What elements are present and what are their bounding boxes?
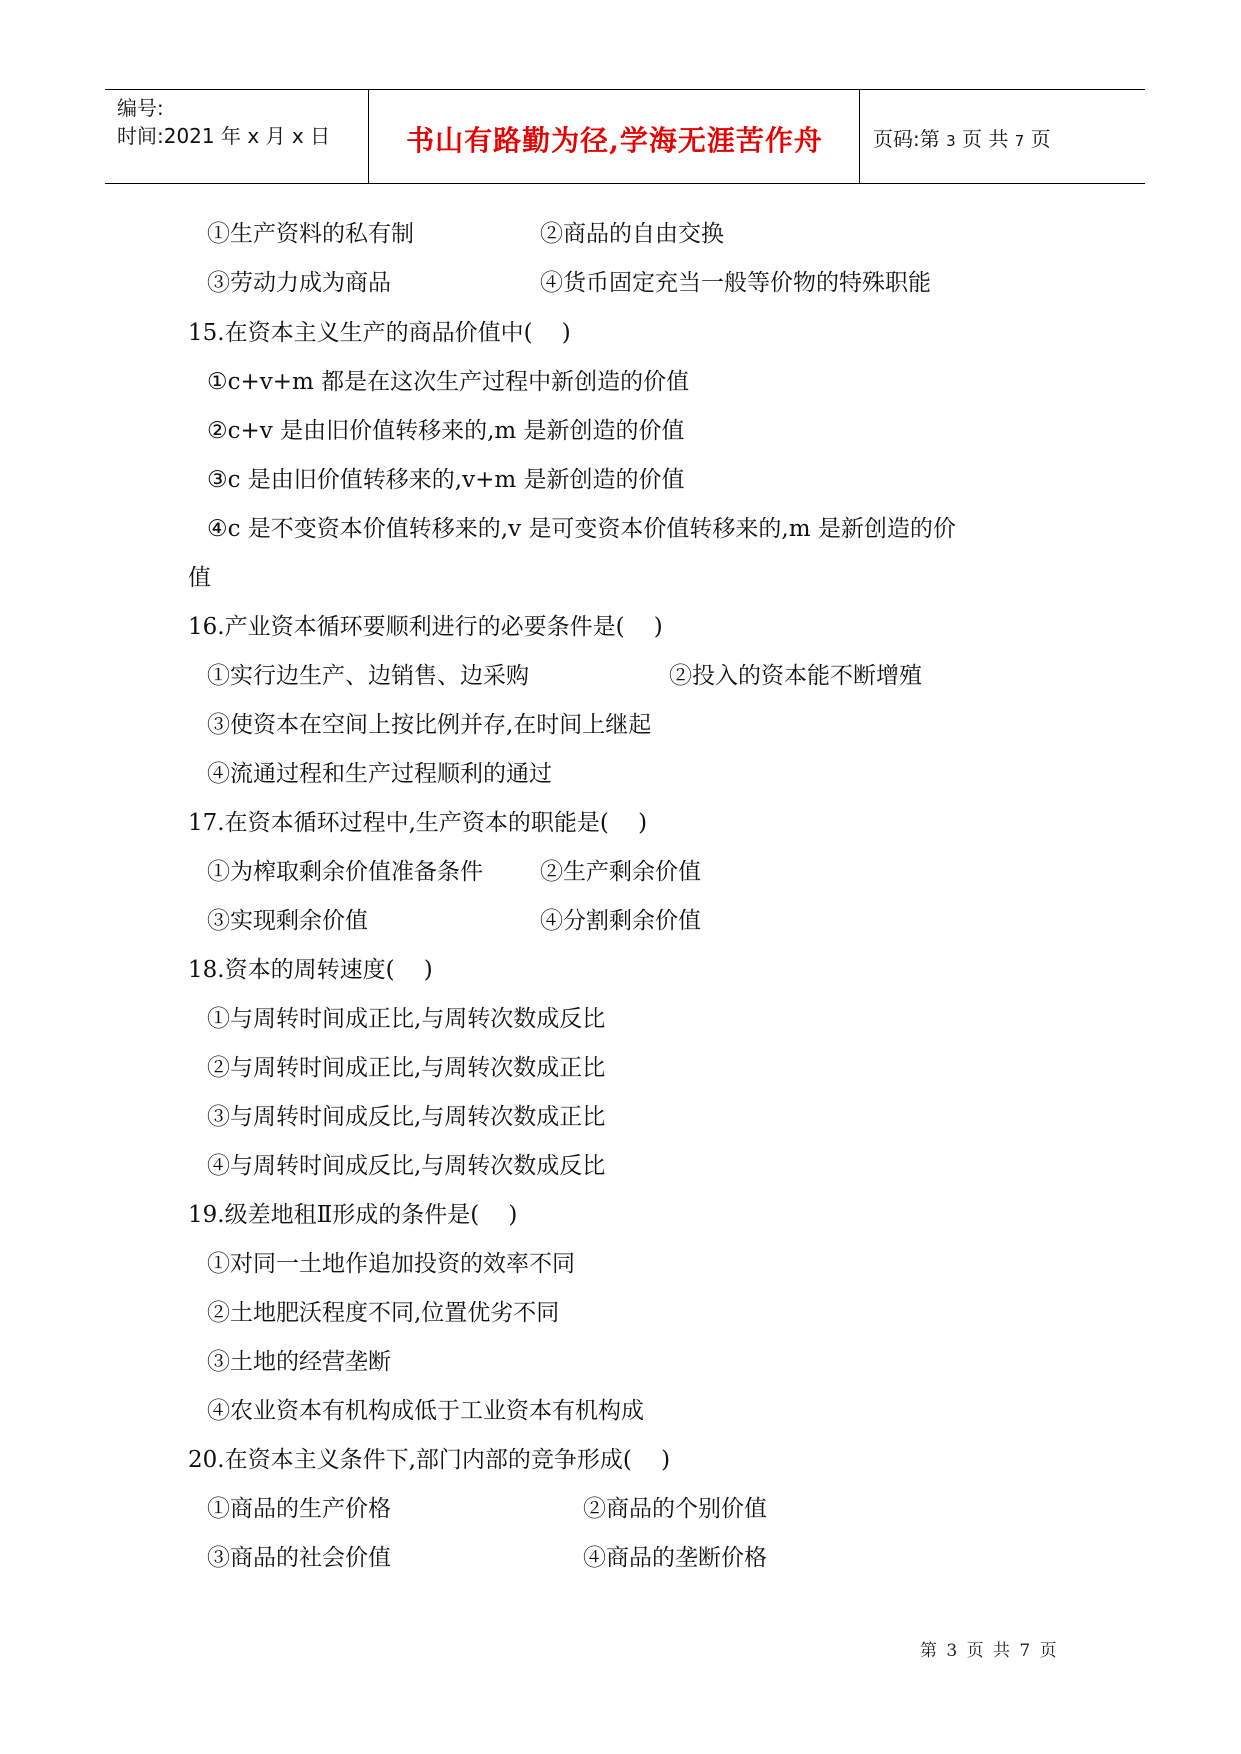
page-header [105, 89, 1145, 184]
option-item: ②投入的资本能不断增殖 [669, 663, 922, 689]
option-item: ②c+v 是由旧价值转移来的,m 是新创造的价值 [207, 418, 685, 444]
header-page-mid: 页 共 [962, 127, 1009, 151]
option-item: ②与周转时间成正比,与周转次数成正比 [207, 1055, 606, 1081]
option-item: ③土地的经营垄断 [207, 1349, 391, 1375]
question-18: 18.资本的周转速度( ) [188, 957, 433, 983]
option-item: ④商品的垄断价格 [583, 1545, 767, 1571]
header-divider [859, 90, 860, 183]
option-item: ④分割剩余价值 [540, 908, 701, 934]
header-page-number [873, 123, 1051, 152]
option-item: ③与周转时间成反比,与周转次数成正比 [207, 1104, 606, 1130]
option-item: ②商品的个别价值 [583, 1496, 767, 1522]
question-15: 15.在资本主义生产的商品价值中( ) [188, 320, 571, 346]
option-item: ①生产资料的私有制 [207, 221, 414, 247]
question-17: 17.在资本循环过程中,生产资本的职能是( ) [188, 810, 648, 836]
option-item: ③使资本在空间上按比例并存,在时间上继起 [207, 712, 652, 738]
option-item: ③商品的社会价值 [207, 1545, 391, 1571]
header-page-suffix: 页 [1030, 127, 1051, 151]
header-meta [117, 94, 330, 150]
option-item: ①商品的生产价格 [207, 1496, 391, 1522]
page-footer: 第 3 页 共 7 页 [920, 1641, 1057, 1661]
option-item: ④与周转时间成反比,与周转次数成反比 [207, 1153, 606, 1179]
option-item: ①实行边生产、边销售、边采购 [207, 663, 529, 689]
option-item: ①与周转时间成正比,与周转次数成反比 [207, 1006, 606, 1032]
option-item: ①对同一土地作追加投资的效率不同 [207, 1251, 575, 1277]
header-divider [368, 90, 369, 183]
header-page-current: 3 [946, 132, 956, 150]
option-item: ③实现剩余价值 [207, 908, 368, 934]
option-item: ③劳动力成为商品 [207, 270, 391, 296]
option-item: ③c 是由旧价值转移来的,v+m 是新创造的价值 [207, 467, 685, 493]
header-page-prefix: 页码:第 [873, 127, 940, 151]
header-page-total: 7 [1014, 132, 1025, 150]
question-20: 20.在资本主义条件下,部门内部的竞争形成( ) [188, 1447, 671, 1473]
header-time-label: 时间:2021 年 x 月 x 日 [117, 124, 331, 148]
option-item: ②生产剩余价值 [540, 859, 701, 885]
option-item-continued: 值 [188, 565, 211, 591]
question-19: 19.级差地租Ⅱ形成的条件是( ) [188, 1202, 518, 1228]
header-motto: 书山有路勤为径,学海无涯苦作舟 [406, 124, 823, 157]
header-number-label: 编号: [117, 96, 164, 120]
option-item: ④c 是不变资本价值转移来的,v 是可变资本价值转移来的,m 是新创造的价 [207, 516, 956, 542]
option-item: ④流通过程和生产过程顺利的通过 [207, 761, 552, 787]
option-item: ②商品的自由交换 [540, 221, 724, 247]
option-item: ④农业资本有机构成低于工业资本有机构成 [207, 1398, 644, 1424]
option-item: ④货币固定充当一般等价物的特殊职能 [540, 270, 931, 296]
option-item: ②土地肥沃程度不同,位置优劣不同 [207, 1300, 560, 1326]
option-item: ①为榨取剩余价值准备条件 [207, 859, 483, 885]
option-item: ①c+v+m 都是在这次生产过程中新创造的价值 [207, 369, 690, 395]
question-16: 16.产业资本循环要顺利进行的必要条件是( ) [188, 614, 663, 640]
